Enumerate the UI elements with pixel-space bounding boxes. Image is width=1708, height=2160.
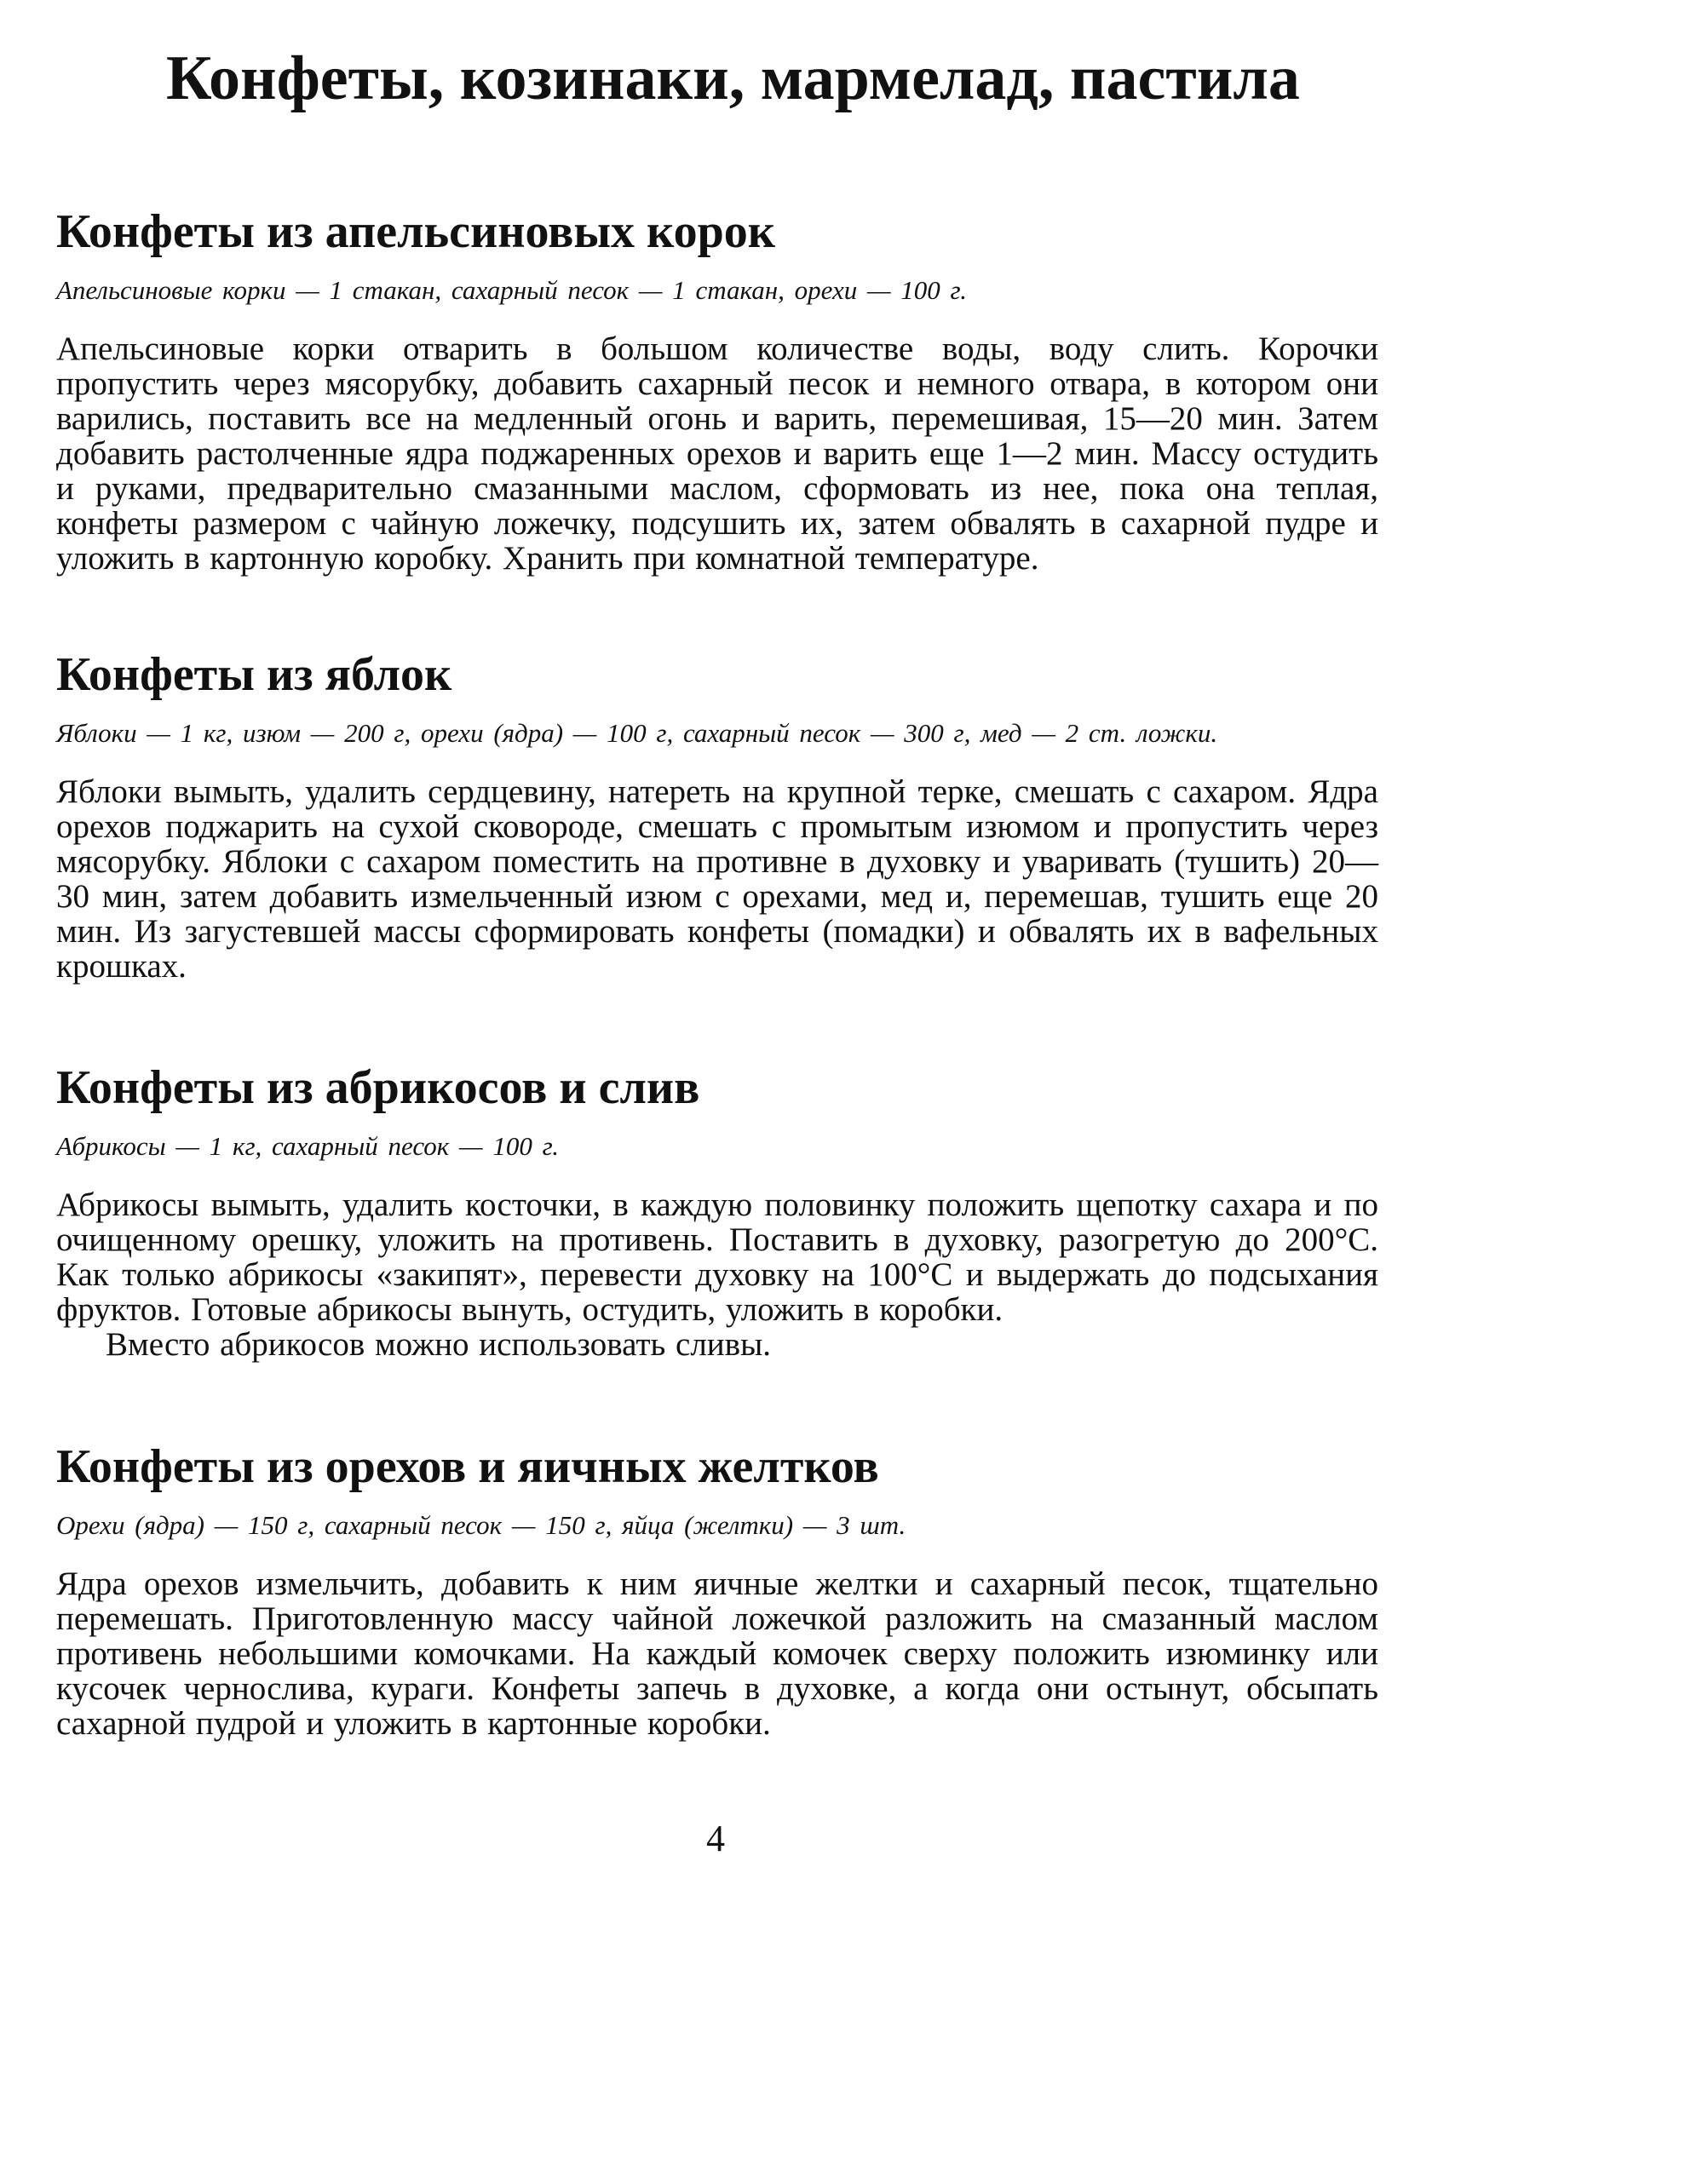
recipe-title: Конфеты из абрикосов и слив [56, 1061, 700, 1114]
recipe-title: Конфеты из орехов и яичных желтков [56, 1440, 879, 1493]
recipe-apples [56, 647, 1378, 984]
recipe-ingredients: Орехи (ядра) — 150 г, сахарный песок — 150 г, яйца (желтки) — 3 шт. [56, 1510, 906, 1541]
page-number: 4 [706, 1818, 725, 1859]
recipe-instructions: Апельсиновые корки отварить в большом количестве воды, воду слить. Корочки пропустить через мясорубку, добавить сахарный песок и немного отвара, в котором они варились, поставить все на медленный огонь и варить, перемешивая, 15—20 мин. Затем добавить растолченные ядра поджаренных орехов и варить еще 1—2 мин. Массу остудить и руками, предварительно смазанными маслом, сформовать из нее, пока она теплая, конфеты размером с чайную ложечку, подсушить их, затем обвалять в сахарной пудре и уложить в картонную коробку. Хранить при комнатной температуре. [56, 330, 1378, 577]
chapter-title: Конфеты, козинаки, мармелад, пастила [166, 43, 1300, 113]
recipe-note: Вместо абрикосов можно использовать сливы. [106, 1326, 772, 1364]
recipe-title: Конфеты из яблок [56, 648, 452, 701]
recipe-apricots-plums [56, 1060, 1378, 1362]
recipe-ingredients: Яблоки — 1 кг, изюм — 200 г, орехи (ядра) — 100 г, сахарный песок — 300 г, мед — 2 ст. ложки. [56, 718, 1218, 749]
recipe-instructions: Ядра орехов измельчить, добавить к ним яичные желтки и сахарный песок, тщательно перемешать. Приготовленную массу чайной ложечкой разложить на смазанный маслом противень небольшими комочками. На каждый комочек сверху положить изюминку или кусочек чернослива, кураги. Конфеты запечь в духовке, а когда они остынут, обсыпать сахарной пудрой и уложить в картонные коробки. [56, 1565, 1378, 1743]
recipe-ingredients: Абрикосы — 1 кг, сахарный песок — 100 г. [56, 1131, 560, 1162]
recipe-orange-peel [56, 204, 1378, 576]
recipe-instructions: Яблоки вымыть, удалить сердцевину, натереть на крупной терке, смешать с сахаром. Ядра орехов поджарить на сухой сковороде, смешать с промытым изюмом и пропустить через мясорубку. Яблоки с сахаром поместить на противне в духовку и уваривать (тушить) 20—30 мин, затем добавить измельченный изюм с орехами, мед и, перемешав, тушить еще 20 мин. Из загустевшей массы сформировать конфеты (помадки) и обвалять их в вафельных крошках. [56, 773, 1378, 985]
recipe-nuts-yolks [56, 1439, 1378, 1741]
recipe-ingredients: Апельсиновые корки — 1 стакан, сахарный песок — 1 стакан, орехи — 100 г. [56, 275, 967, 306]
recipe-instructions: Абрикосы вымыть, удалить косточки, в каждую половинку положить щепотку сахара и по очищенному орешку, уложить на противень. Поставить в духовку, разогретую до 200°С. Как только абрикосы «закипят», перевести духовку на 100°С и выдержать до подсыхания фруктов. Готовые абрикосы вынуть, остудить, уложить в коробки. [56, 1186, 1378, 1329]
recipe-title: Конфеты из апельсиновых корок [56, 205, 775, 258]
